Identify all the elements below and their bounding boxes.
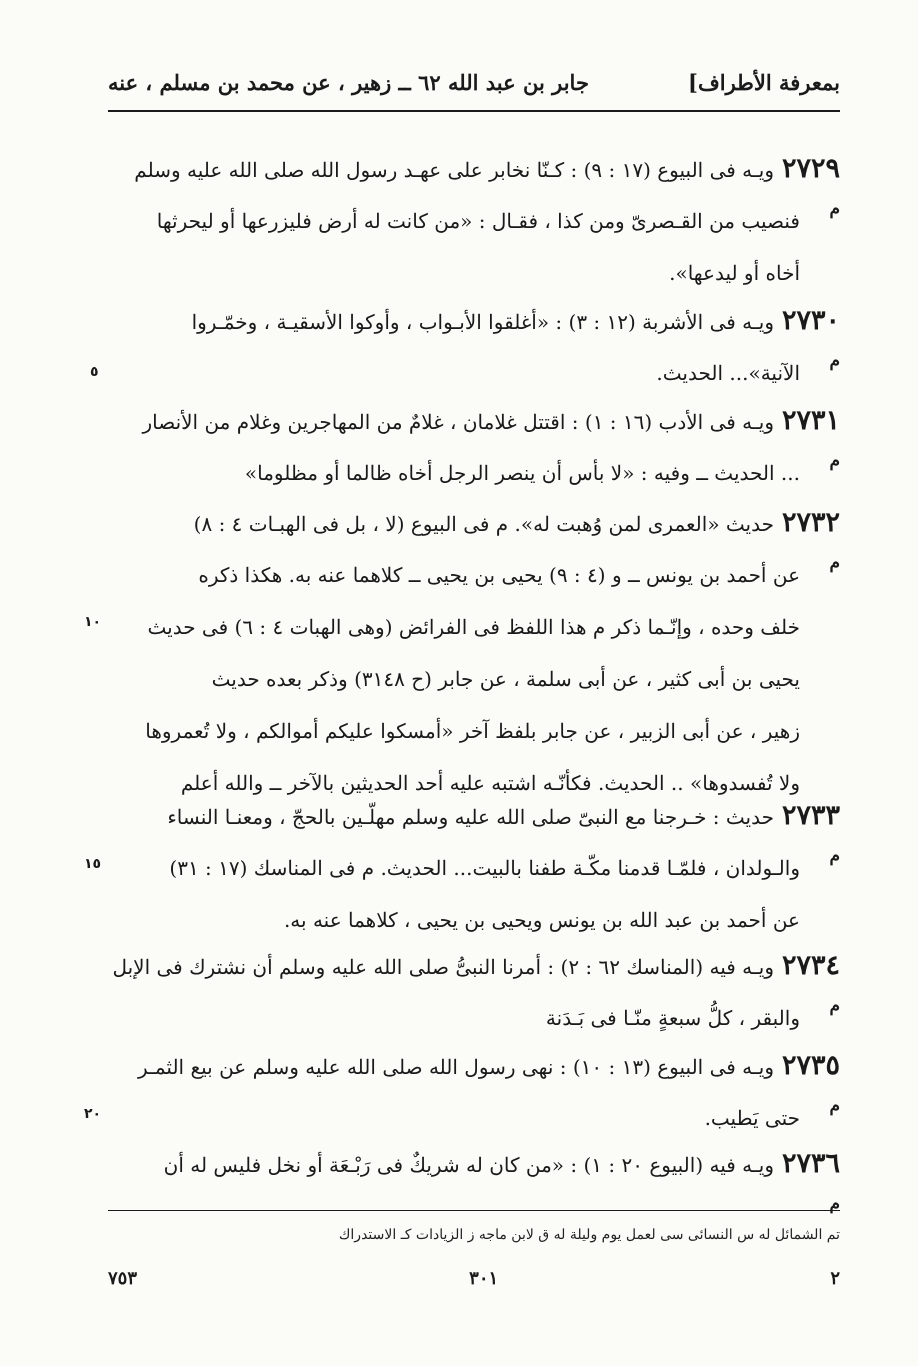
entry-text: يحيى بن أبى كثير ، عن أبى سلمة ، عن جابر (ح ٣١٤٨) وذكر بعده حديث (211, 667, 800, 691)
entry-text: ويـه فى البيوع (١٧ : ٩) : كـنّا نخابر على عهـد رسول الله صلى الله عليه وسلم (134, 158, 774, 182)
entry-text: فنصيب من القـصرىّ ومن كذا ، فقـال : «من كانت له أرض فليزرعها أو ليحرثها (156, 209, 800, 233)
margin-line-number: ١٥ (84, 856, 102, 872)
entry-number: ٢٧٣٦ (781, 1148, 840, 1179)
entry-text: والبقر ، كلُّ سبعةٍ منّـا فى بَـدَنة (545, 1006, 800, 1030)
source-mark: م (829, 451, 840, 471)
entry-number: ٢٧٣٥ (781, 1050, 840, 1081)
entry-continuation-line (108, 842, 840, 894)
page-numbers (108, 1268, 840, 1298)
hadith-entry-2731 (108, 395, 840, 499)
margin-line-number: ١٠ (84, 614, 102, 630)
entry-number: ٢٧٣٤ (781, 950, 840, 981)
total-page-number: ٧٥٣ (108, 1268, 138, 1289)
page-number: ٣٠١ (469, 1268, 499, 1289)
entry-number: ٢٧٣٢ (781, 507, 840, 538)
entry-text: ويـه فيه (المناسك ٦٢ : ٢) : أمرنا النبىُّ صلى الله عليه وسلم أن نشترك فى الإبل (112, 955, 774, 979)
running-header (108, 62, 840, 102)
footnote-rule (108, 1210, 840, 1211)
entry-number: ٢٧٣٣ (781, 800, 840, 831)
header-rule (108, 110, 840, 112)
entry-text: ... الحديث ــ وفيه : «لا بأس أن ينصر الرجل أخاه ظالما أو مظلوما» (244, 461, 800, 485)
entry-number: ٢٧٣١ (781, 405, 840, 436)
entry-first-line (108, 295, 840, 347)
hadith-entry-2730 (108, 295, 840, 399)
entry-first-line (108, 143, 840, 195)
entry-text: عن أحمد بن عبد الله بن يونس ويحيى بن يحيى ، كلاهما عنه به. (283, 908, 800, 932)
entry-first-line (108, 497, 840, 549)
entry-first-line (108, 1138, 840, 1190)
entry-first-line (108, 395, 840, 447)
entry-text: خلف وحده ، وإنّـما ذكر م هذا اللفظ فى الفرائض (وهى الهبات ٤ : ٦) فى حديث (147, 615, 800, 639)
hadith-entry-2735 (108, 1040, 840, 1144)
source-mark: م (829, 1194, 840, 1214)
entry-text: عن أحمد بن يونس ــ و (٤ : ٩) يحيى بن يحيى ــ كلاهما عنه به. هكذا ذكره (198, 563, 800, 587)
entry-continuation-line (108, 601, 840, 653)
entry-text: ويـه فيه (البيوع ٢٠ : ١) : «من كان له شريكٌ فى رَبْـعَة أو نخل فليس له أن (163, 1153, 774, 1177)
entry-text: ويـه فى البيوع (١٣ : ١٠) : نهى رسول الله صلى الله عليه وسلم عن بيع الثمـر (137, 1055, 774, 1079)
entry-number: ٢٧٣٠ (781, 305, 840, 336)
header-title: بمعرفة الأطراف] (688, 69, 840, 95)
entry-continuation-line (108, 549, 840, 601)
entry-first-line (108, 790, 840, 842)
entry-first-line (108, 940, 840, 992)
entry-continuation-line (108, 195, 840, 247)
entry-text: أخاه أو ليدعها». (669, 261, 800, 285)
entry-continuation-line (108, 894, 840, 946)
entry-text: حديث «العمرى لمن وُهبت له». م فى البيوع (لا ، بل فى الهبـات ٤ : ٨) (193, 512, 774, 536)
source-mark: م (829, 996, 840, 1016)
entry-continuation-line (108, 653, 840, 705)
source-mark: م (829, 553, 840, 573)
margin-line-number: ٢٠ (84, 1106, 102, 1122)
entry-continuation-line (108, 1190, 840, 1216)
volume-number: ٢ (830, 1268, 840, 1289)
source-mark: م (829, 199, 840, 219)
entry-first-line (108, 1040, 840, 1092)
entry-text: والـولدان ، فلمّـا قدمنا مكّـة طفنا بالبيت... الحديث. م فى المناسك (١٧ : ٣١) (169, 856, 800, 880)
hadith-entry-2732 (108, 497, 840, 809)
entry-continuation-line (108, 247, 840, 299)
entry-continuation-line (108, 447, 840, 499)
entry-text: زهير ، عن أبى الزبير ، عن جابر بلفظ آخر «أمسكوا عليكم أموالكم ، ولا تُعمروها (145, 719, 800, 743)
source-mark: م (829, 846, 840, 866)
source-mark: م (829, 351, 840, 371)
header-subtitle: جابر بن عبد الله ٦٢ ــ زهير ، عن محمد بن مسلم ، عنه (108, 69, 589, 95)
entry-text: ويـه فى الأدب (١٦ : ١) : اقتتل غلامان ، غلامٌ من المهاجرين وغلام من الأنصار (142, 410, 774, 434)
entry-continuation-line (108, 992, 840, 1044)
footnote-key: تم الشمائل له س النسائى سى لعمل يوم وليلة له ق لابن ماجه ز الزيادات كـ الاستدراك (338, 1227, 840, 1243)
entry-text: حديث : خـرجنا مع النبىّ صلى الله عليه وسلم مهلّـين بالحجّ ، ومعنـا النساء (167, 805, 774, 829)
entry-text: ولا تُفسدوها» .. الحديث. فكأنّـه اشتبه عليه أحد الحديثين بالآخر ــ والله أعلم (180, 771, 800, 795)
hadith-entry-2736 (108, 1138, 840, 1216)
margin-line-number: ٥ (90, 364, 99, 380)
source-mark: م (829, 1096, 840, 1116)
entry-continuation-line (108, 1092, 840, 1144)
entry-continuation-line (108, 347, 840, 399)
entry-text: حتى يَطيب. (704, 1106, 800, 1130)
entry-text: الآنية»... الحديث. (656, 361, 800, 385)
entry-number: ٢٧٢٩ (781, 153, 840, 184)
hadith-entry-2734 (108, 940, 840, 1044)
hadith-entry-2729 (108, 143, 840, 299)
hadith-entry-2733 (108, 790, 840, 946)
entry-continuation-line (108, 705, 840, 757)
entry-text: ويـه فى الأشربة (١٢ : ٣) : «أغلقوا الأبـواب ، وأوكوا الأسقيـة ، وخمّـروا (191, 310, 774, 334)
